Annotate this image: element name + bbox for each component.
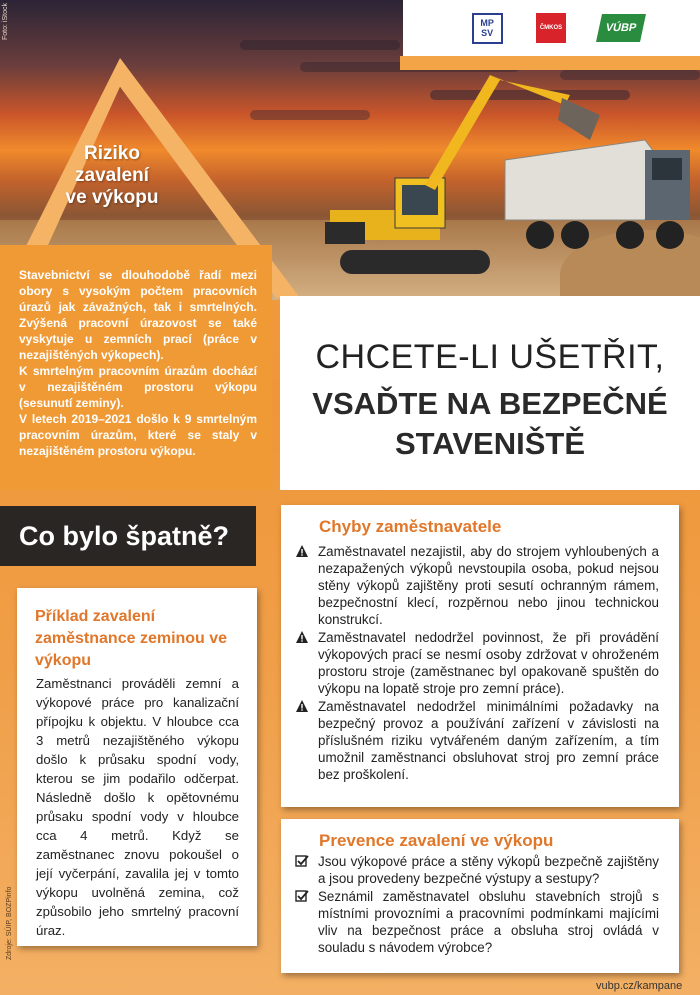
risk-title: Riziko zavalení ve výkopu <box>65 143 159 208</box>
headline-line-2: VSAĎTE NA BEZPEČNÉ <box>312 386 668 421</box>
example-card <box>17 588 257 946</box>
excavator-truck-illustration <box>300 60 700 300</box>
intro-paragraph: K smrtelným pracovním úrazům dochází v nezajištěném prostoru výkopu (sesunutí zeminy). <box>19 364 257 410</box>
headline-line-3: STAVENIŠTĚ <box>394 426 586 461</box>
partner-logos <box>403 0 700 56</box>
example-title: Příklad zavalení zaměstnance zeminou ve výkopu <box>35 608 228 669</box>
what-went-wrong-heading: Co bylo špatně? <box>0 506 256 566</box>
list-item: Zaměstnavatel nezajistil, aby do strojem vyhloubených a nezapažených výkopů nevstoupila osoba, pokud nejsou stěny výkopů zajištěny proti sesutí ochranným rámem, bezpečnostní klecí, rozpěrnou nebo jinou technickou konstrukcí. <box>295 543 659 628</box>
list-item: Zaměstnavatel nedodržel minimálními požadavky na bezpečný provoz a používání zařízení v závislosti na příslušném riziku vytvářeném daným zařízením, a tím umožnil zaměstnanci obsluhovat stroj pro zemní práce bez proškolení. <box>295 698 659 783</box>
checkbox-icon <box>295 854 309 868</box>
prevention-title: Prevence zavalení ve výkopu <box>319 831 554 850</box>
example-text: Zaměstnanci prováděli zemní a výkopové práce pro kanalizační přípojku k objektu. V hloubce cca 3 metrů nezajištěného výkopu došlo k průsaku spodní vody, kterou se jim podařilo odčerpat. Následně došlo k opětovnému průsaku spodní vody v hloubce cca 4 metrů. Když se zaměstnanec znovu pokoušel o její vyčerpání, zavalila jej v tomto výkopu uvolněná zemina, což způsobilo jeho smrtelný pracovní úraz. <box>36 676 239 938</box>
warning-icon <box>295 544 309 558</box>
headline-line-1: CHCETE-LI UŠETŘIT, <box>315 338 665 376</box>
list-item: Zaměstnavatel nedodržel povinnost, že při provádění výkopových prací se nesmí osoby zdržovat v ohroženém prostoru stroje (zaměstnanec byl opakovaně spuštěn do výkopu na lopatě stroje pro zemní práce). <box>295 629 659 697</box>
vubp-logo: VÚBP <box>596 14 646 42</box>
prevention-list <box>295 853 659 957</box>
list-item: Jsou výkopové práce a stěny výkopů bezpečně zajištěny a jsou provedeny bezpečné výstupy a sestupy? <box>295 853 659 887</box>
cmkos-logo: ČMKOS <box>536 13 566 43</box>
intro-paragraph: V letech 2019–2021 došlo k 9 smrtelným pracovním úrazům, které se staly v nezajištěném prostoru výkopu. <box>19 412 257 458</box>
intro-paragraph: Stavebnictví se dlouhodobě řadí mezi obory s vysokým počtem pracovních úrazů jak závažných, tak i smrtelných. Zvýšená pracovní úrazovost se také vyskytuje u zemních prací (práce v nezajištěných výkopech). <box>19 268 257 362</box>
employer-faults-card <box>281 505 679 807</box>
prevention-card <box>281 819 679 973</box>
logo-divider <box>400 56 700 70</box>
list-item: Seznámil zaměstnavatel obsluhu stavebních strojů s místními provozními a pracovními podmínkami majícími vliv na bezpečnost práce a obsluha stroj ovládá v souladu s návodem výrobce? <box>295 888 659 956</box>
campaign-link[interactable]: vubp.cz/kampane <box>596 980 683 992</box>
mpsv-logo: MP SV <box>472 13 503 44</box>
headline-panel <box>280 296 700 490</box>
checkbox-icon <box>295 889 309 903</box>
faults-title: Chyby zaměstnavatele <box>319 517 502 536</box>
photo-credit: Foto: iStock <box>2 3 9 40</box>
warning-icon <box>295 630 309 644</box>
faults-list <box>295 543 659 784</box>
source-note: Zdroje: SÚIP, BOZPinfo <box>6 886 13 960</box>
warning-icon <box>295 699 309 713</box>
intro-text <box>19 267 257 459</box>
